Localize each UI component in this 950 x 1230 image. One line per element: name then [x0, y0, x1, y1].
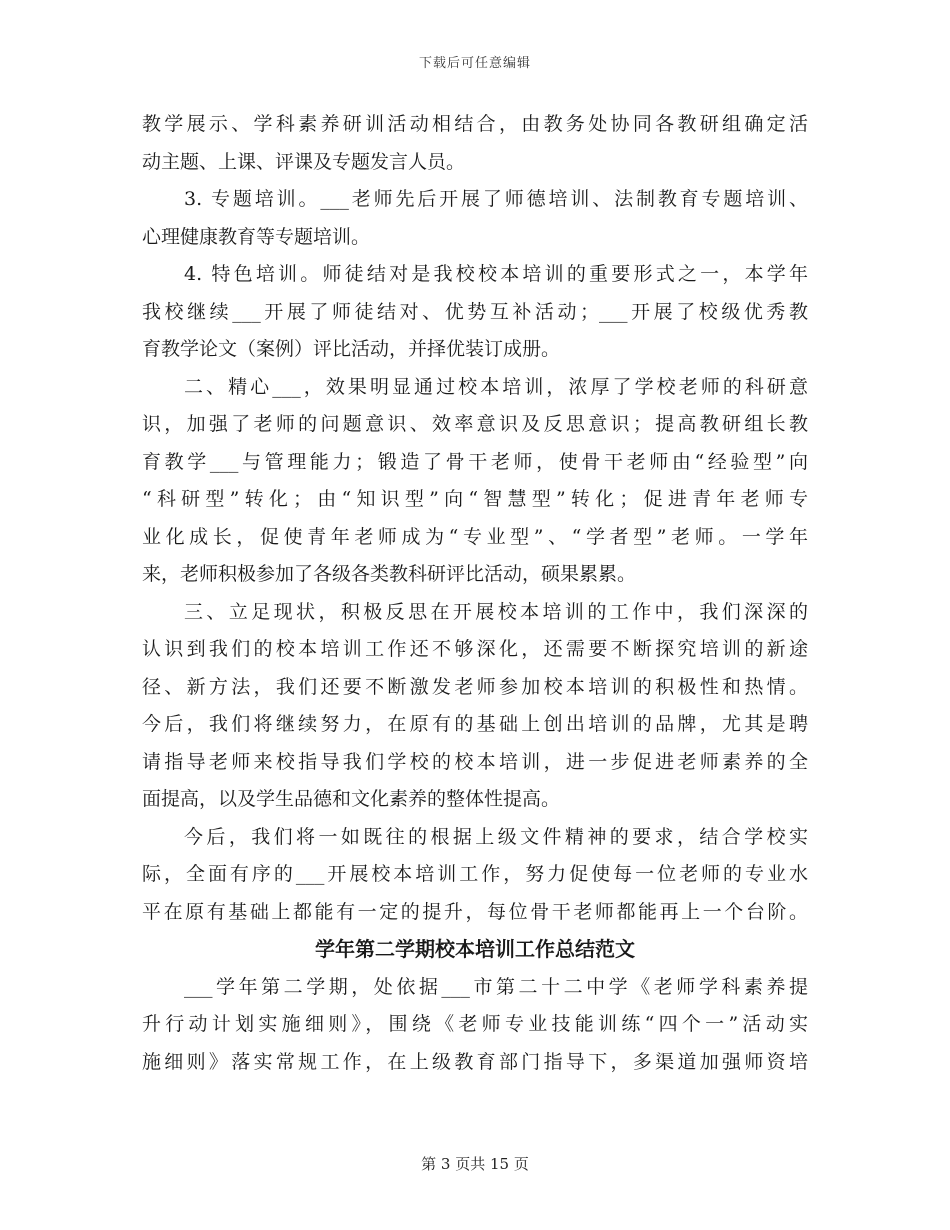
text-line: 4. 特色培训。师徒结对是我校校本培训的重要形式之一，本学年: [184, 263, 808, 285]
text-line: 三、立足现状，积极反思在开展校本培训的工作中，我们深深的: [184, 600, 808, 623]
text-line: 来，老师积极参加了各级各类教科研评比活动，硕果累累。: [142, 563, 637, 585]
text-line: 业化成长，促使青年老师成为“专业型”、“学者型”老师。一学年: [142, 525, 808, 548]
text-line: 今后，我们将继续努力，在原有的基础上创出培训的品牌，尤其是聘: [142, 713, 808, 735]
text-line: 育教学___与管理能力；锻造了骨干老师，使骨干老师由“经验型”向: [142, 450, 808, 473]
text-line: 心理健康教育等专题培训。: [142, 225, 371, 248]
text-line: “科研型”转化；由“知识型”向“智慧型”转化；促进青年老师专: [142, 488, 808, 510]
text-line: 平在原有基础上都能有一定的提升，每位骨干老师都能再上一个台阶。: [142, 900, 808, 923]
text-line: 施细则》落实常规工作，在上级教育部门指导下，多渠道加强师资培: [142, 1050, 808, 1073]
document-body: [142, 106, 808, 1081]
text-line: 教学展示、学科素养研训活动相结合，由教务处协同各教研组确定活: [142, 113, 808, 135]
text-line: 际，全面有序的___开展校本培训工作，努力促使每一位老师的专业水: [142, 863, 808, 885]
text-line: 请指导老师来校指导我们学校的校本培训，进一步促进老师素养的全: [142, 750, 808, 773]
text-line: 我校继续___开展了师徒结对、优势互补活动；___开展了校级优秀教: [142, 300, 808, 323]
text-line: 识，加强了老师的问题意识、效率意识及反思意识；提高教研组长教: [142, 413, 808, 435]
text-line: 二、精心___，效果明显通过校本培训，浓厚了学校老师的科研意: [184, 375, 808, 398]
text-line: 认识到我们的校本培训工作还不够深化，还需要不断探究培训的新途: [142, 638, 808, 660]
text-line: 3. 专题培训。___老师先后开展了师德培训、法制教育专题培训、: [184, 188, 808, 210]
text-line: 育教学论文（案例）评比活动，并择优装订成册。: [142, 338, 561, 360]
text-line: 动主题、上课、评课及专题发言人员。: [142, 150, 466, 173]
text-line: 升行动计划实施细则》，围绕《老师专业技能训练“四个一”活动实: [142, 1013, 808, 1035]
page-number-footer: 第 3 页共 15 页: [421, 1155, 529, 1173]
section-title: 学年第二学期校本培训工作总结范文: [315, 937, 635, 961]
text-line: ___学年第二学期，处依据___市第二十二中学《老师学科素养提: [184, 975, 808, 998]
page-header: 下载后可任意编辑: [418, 56, 531, 71]
text-line: 面提高，以及学生品德和文化素养的整体性提高。: [142, 788, 561, 810]
text-line: 径、新方法，我们还要不断激发老师参加校本培训的积极性和热情。: [142, 675, 808, 698]
text-line: 今后，我们将一如既往的根据上级文件精神的要求，结合学校实: [184, 825, 808, 848]
